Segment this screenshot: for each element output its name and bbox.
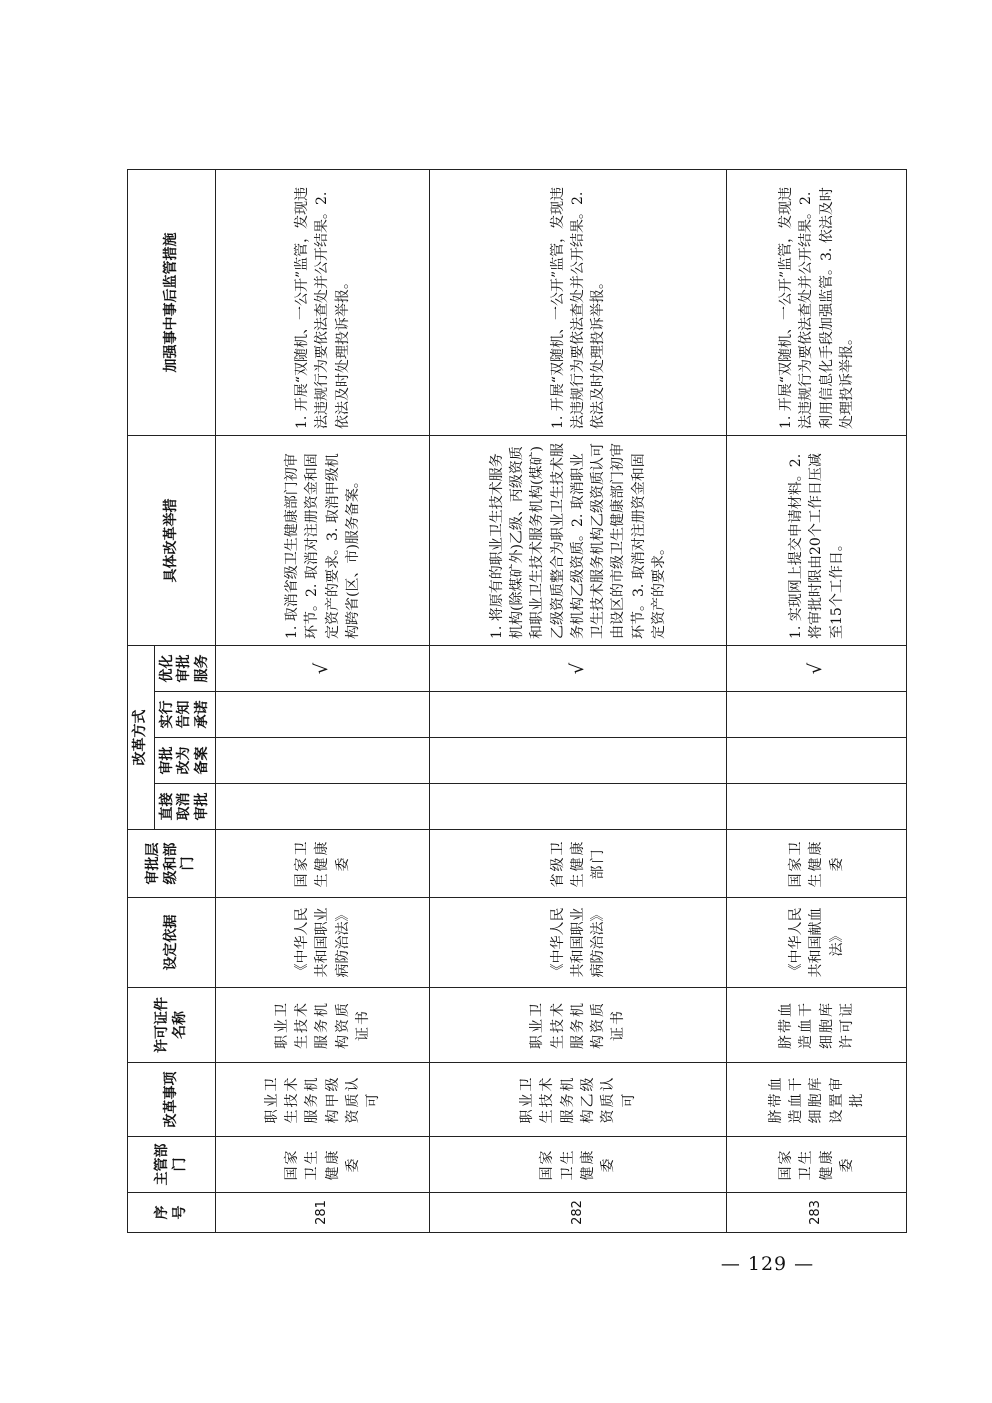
page-number: — 129 — xyxy=(720,1253,815,1275)
row-basis: 《中华人民共和国献血法》 xyxy=(727,898,907,988)
row-license: 职业卫生技术服务机构资质证书 xyxy=(430,988,727,1063)
header-mode-cancel: 直接取消审批 xyxy=(154,784,216,830)
row-mode-notify xyxy=(727,692,907,738)
row-basis: 《中华人民共和国职业病防治法》 xyxy=(430,898,727,988)
row-department: 国家卫生健康委 xyxy=(727,1137,907,1193)
check-mark: √ xyxy=(216,646,430,692)
row-item: 脐带血造血干细胞库设置审批 xyxy=(727,1063,907,1137)
row-supervision: 1. 开展“双随机、一公开”监管，发现违法违规行为要依法查处并公开结果。2. 利用信息化手段加强监管。3. 依法及时处理投诉举报。 xyxy=(727,170,907,436)
header-supervision: 加强事中事后监管措施 xyxy=(128,170,216,436)
check-mark: √ xyxy=(430,646,727,692)
row-basis: 《中华人民共和国职业病防治法》 xyxy=(216,898,430,988)
header-measures: 具体改革举措 xyxy=(128,436,216,646)
row-level: 国家卫生健康委 xyxy=(216,830,430,898)
row-mode-notify xyxy=(216,692,430,738)
header-basis: 设定依据 xyxy=(128,898,216,988)
row-measures: 1. 实现网上提交申请材料。2. 将审批时限由20个工作日压减至15个工作日。 xyxy=(727,436,907,646)
header-seq: 序号 xyxy=(128,1193,216,1233)
row-seq: 281 xyxy=(216,1193,430,1233)
row-license: 职业卫生技术服务机构资质证书 xyxy=(216,988,430,1063)
row-license: 脐带血造血干细胞库许可证 xyxy=(727,988,907,1063)
header-department: 主管部门 xyxy=(128,1137,216,1193)
check-mark: √ xyxy=(727,646,907,692)
row-mode-filing xyxy=(727,738,907,784)
row-seq: 282 xyxy=(430,1193,727,1233)
header-license: 许可证件名称 xyxy=(128,988,216,1063)
rotated-table-container xyxy=(127,170,865,1233)
header-mode-notify: 实行告知承诺 xyxy=(154,692,216,738)
table-row xyxy=(216,170,430,1233)
row-supervision: 1. 开展“双随机、一公开”监管，发现违法违规行为要依法查处并公开结果。2. 依法及时处理投诉举报。 xyxy=(430,170,727,436)
header-mode-group: 改革方式 xyxy=(128,646,155,830)
header-item: 改革事项 xyxy=(128,1063,216,1137)
header-mode-optimize: 优化审批服务 xyxy=(154,646,216,692)
row-mode-cancel xyxy=(727,784,907,830)
row-measures: 1. 取消省级卫生健康部门初审环节。2. 取消对注册资金和固定资产的要求。3. 取消甲级机构跨省(区、市)服务备案。 xyxy=(216,436,430,646)
table-row xyxy=(430,170,727,1233)
header-row-top xyxy=(128,170,155,1233)
row-level: 省级卫生健康部门 xyxy=(430,830,727,898)
row-department: 国家卫生健康委 xyxy=(216,1137,430,1193)
rotated-table-frame xyxy=(127,170,865,1233)
header-mode-filing: 审批改为备案 xyxy=(154,738,216,784)
row-supervision: 1. 开展“双随机、一公开”监管，发现违法违规行为要依法查处并公开结果。2. 依法及时处理投诉举报。 xyxy=(216,170,430,436)
header-level: 审批层级和部门 xyxy=(128,830,216,898)
row-level: 国家卫生健康委 xyxy=(727,830,907,898)
row-mode-cancel xyxy=(430,784,727,830)
row-mode-cancel xyxy=(216,784,430,830)
table-row xyxy=(727,170,907,1233)
reform-items-table xyxy=(127,169,907,1233)
row-mode-filing xyxy=(430,738,727,784)
row-seq: 283 xyxy=(727,1193,907,1233)
row-item: 职业卫生技术服务机构甲级资质认可 xyxy=(216,1063,430,1137)
row-item: 职业卫生技术服务机构乙级资质认可 xyxy=(430,1063,727,1137)
row-mode-notify xyxy=(430,692,727,738)
row-measures: 1. 将原有的职业卫生技术服务机构(除煤矿外)乙级、丙级资质和职业卫生技术服务机构(煤矿)乙级资质整合为职业卫生技术服务机构乙级资质。2. 取消职业卫生技术服务机构乙级资质认可由设区的市级卫生健康部门初审环节。3. 取消对注册资金和固定资产的要求。 xyxy=(430,436,727,646)
row-department: 国家卫生健康委 xyxy=(430,1137,727,1193)
row-mode-filing xyxy=(216,738,430,784)
